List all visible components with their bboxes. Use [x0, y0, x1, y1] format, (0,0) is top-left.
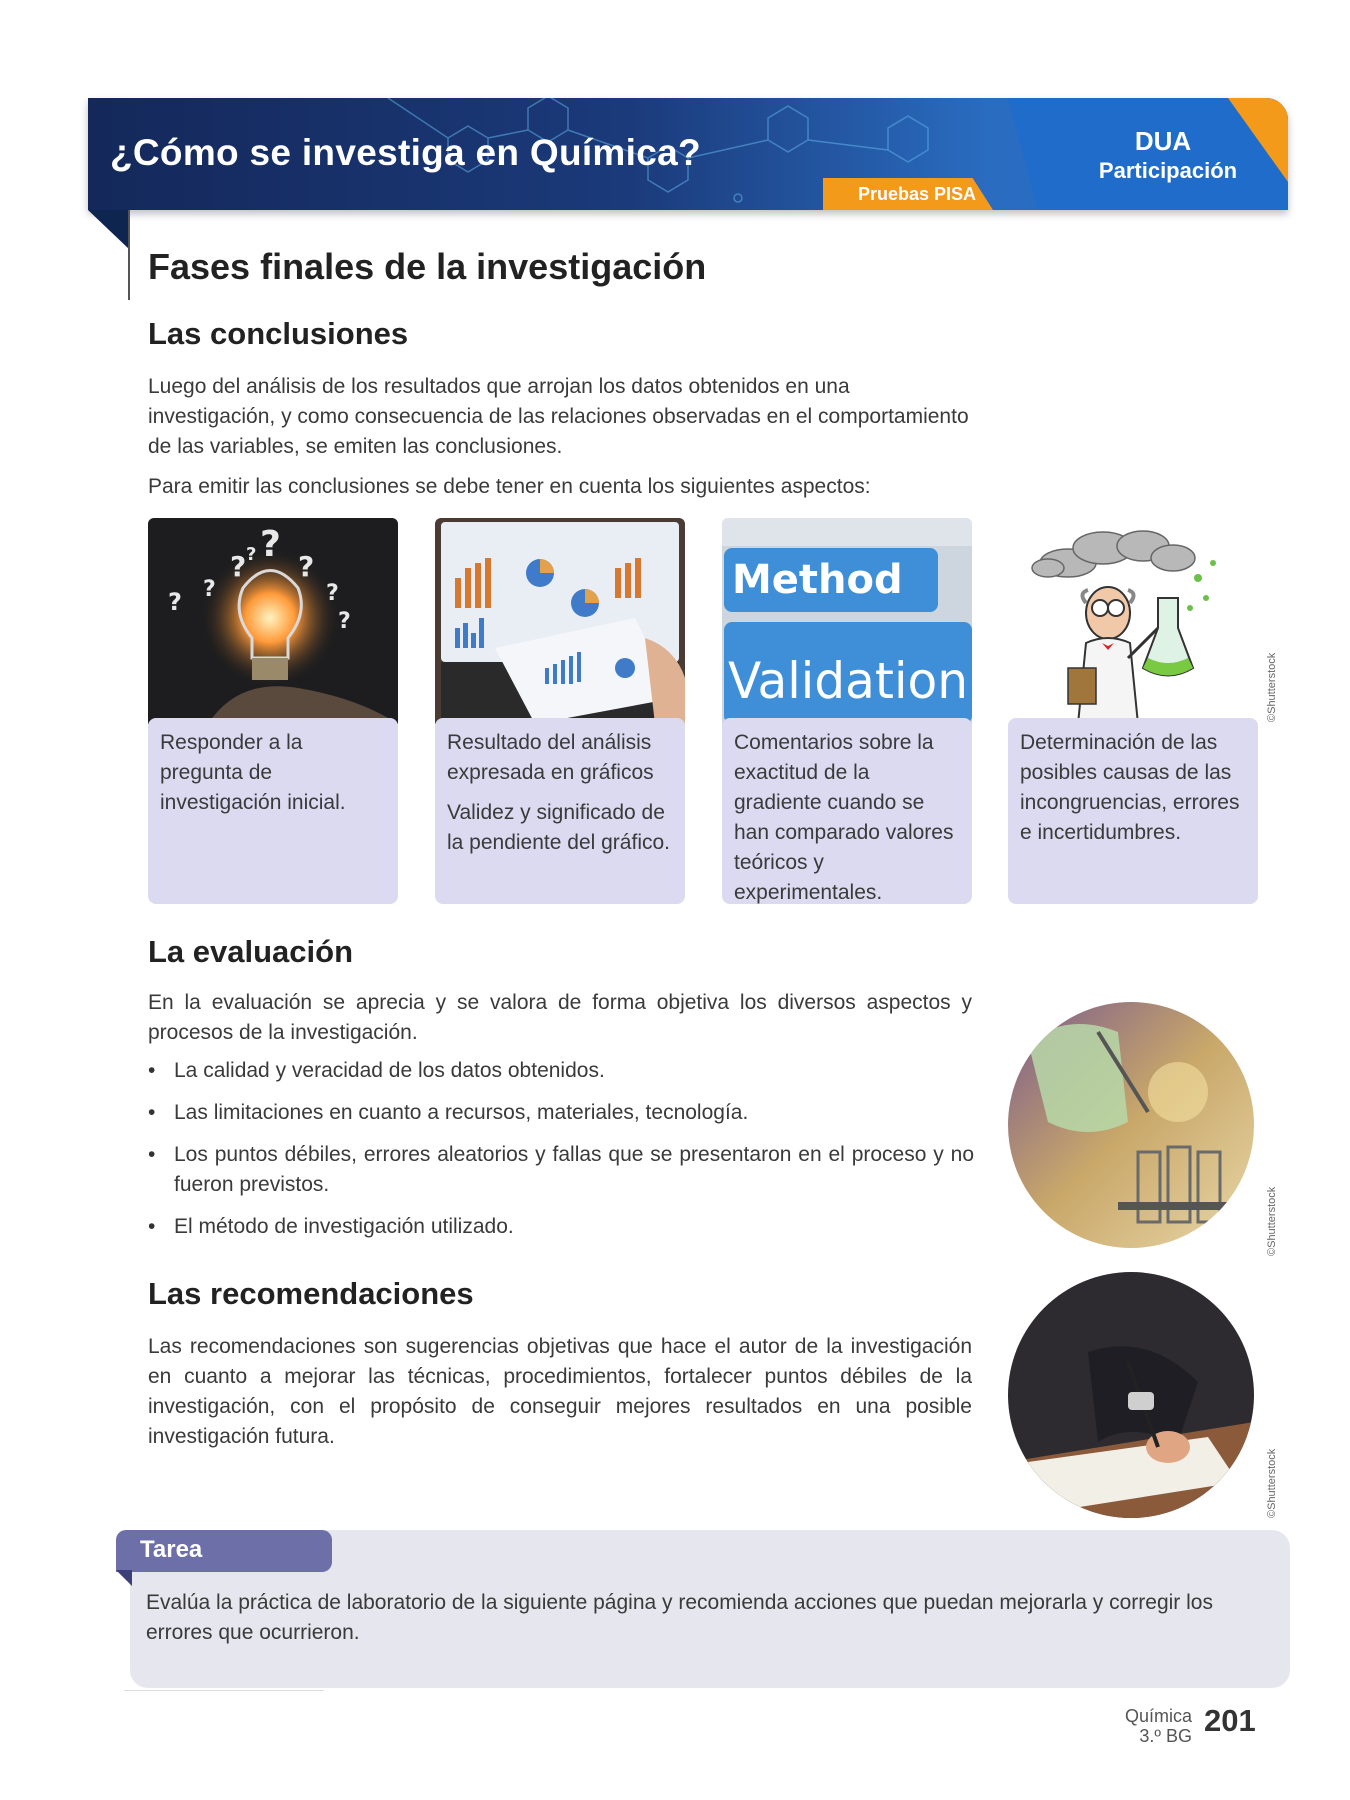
list-item: • Las limitaciones en cuanto a recursos, materiales, tecnología.	[148, 1098, 974, 1128]
heading-conclusiones: Las conclusiones	[148, 316, 409, 351]
scientist-cartoon-image	[1008, 518, 1258, 724]
conclusiones-aspects-intro: Para emitir las conclusiones se debe tener en cuenta los siguientes aspectos:	[148, 475, 871, 498]
list-item: • El método de investigación utilizado.	[148, 1212, 974, 1242]
header-banner	[88, 98, 1288, 210]
chapter-title: ¿Cómo se investiga en Química?	[110, 132, 701, 173]
card-text: Responder a la pregunta de investigación inicial.	[160, 731, 346, 814]
title-rule	[128, 210, 130, 300]
evaluacion-paragraph: En la evaluación se aprecia y se valora de forma objetiva los diversos aspectos y procesos de la investigación.	[148, 991, 972, 1044]
recomendaciones-paragraph: Las recomendaciones son sugerencias objetivas que hace el autor de la investigación en cuanto a mejorar las técnicas, procedimientos, fortalecer puntos débiles de la investigación, con el propósito de conseguir mejores resultados en una posible investigación futura.	[148, 1335, 972, 1448]
divider	[124, 1690, 324, 1691]
method-validation-image	[722, 518, 972, 724]
list-item: • Los puntos débiles, errores aleatorios y fallas que se presentaron en el proceso y no fueron previstos.	[148, 1140, 974, 1200]
heading-evaluacion: La evaluación	[148, 934, 354, 969]
card-comentarios	[722, 718, 972, 904]
image-credit: ©Shutterstock	[1266, 1448, 1278, 1518]
svg-text:?: ?	[338, 609, 351, 634]
dua-label: DUA	[1134, 126, 1192, 156]
card-text: Resultado del análisis expresada en gráficos	[447, 731, 654, 784]
dua-sublabel: Participación	[1098, 158, 1238, 183]
page-title: Fases finales de la investigación	[148, 246, 707, 287]
footer-subject-name: Química	[1124, 1706, 1192, 1726]
writing-circle-image	[1008, 1272, 1254, 1518]
card-text: Validez y significado de la pendiente del gráfico.	[447, 801, 670, 854]
svg-text:?: ?	[326, 581, 339, 606]
charts-image	[435, 518, 685, 724]
tarea-text: Evalúa la práctica de laboratorio de la siguiente página y recomienda acciones que puedan mejorarla y corregir los errores que ocurrieron.	[146, 1591, 1213, 1644]
svg-text:?: ?	[298, 550, 315, 583]
validation-key-text: Validation	[728, 652, 968, 710]
svg-text:?: ?	[230, 550, 247, 583]
svg-text:?: ?	[168, 588, 182, 616]
footer-grade: 3.º BG	[1139, 1726, 1192, 1746]
pisa-label: Pruebas PISA	[858, 184, 977, 204]
card-text: Comentarios sobre la exactitud de la gradiente cuando se han comparado valores teóricos y experimentales.	[734, 731, 954, 904]
tarea-notch	[116, 1570, 132, 1586]
evaluacion-bullet-list	[148, 1056, 974, 1254]
image-credit: ©Shutterstock	[1266, 1186, 1278, 1256]
svg-text:?: ?	[260, 524, 281, 565]
heading-recomendaciones: Las recomendaciones	[148, 1276, 474, 1311]
banner-fold	[88, 210, 130, 250]
card-text: Determinación de las posibles causas de las incongruencias, errores e incertidumbres.	[1020, 731, 1240, 844]
method-key-text: Method	[732, 557, 903, 603]
lightbulb-image	[148, 518, 398, 724]
list-item: • La calidad y veracidad de los datos obtenidos.	[148, 1056, 974, 1086]
tarea-label: Tarea	[140, 1536, 203, 1563]
card-determinacion	[1008, 718, 1258, 904]
image-credit: ©Shutterstock	[1266, 652, 1278, 722]
card-resultado	[435, 718, 685, 904]
lab-circle-image	[1008, 1002, 1254, 1248]
conclusiones-paragraph: Luego del análisis de los resultados que arrojan los datos obtenidos en una investigación, y como consecuencia de las relaciones observadas en el comportamiento de las variables, se emiten las conclusiones.	[148, 375, 969, 458]
svg-text:?: ?	[203, 577, 216, 602]
svg-text:?: ?	[246, 544, 257, 565]
footer-subject	[1080, 1706, 1192, 1746]
page-number: 201	[1204, 1703, 1256, 1738]
card-responder	[148, 718, 398, 904]
